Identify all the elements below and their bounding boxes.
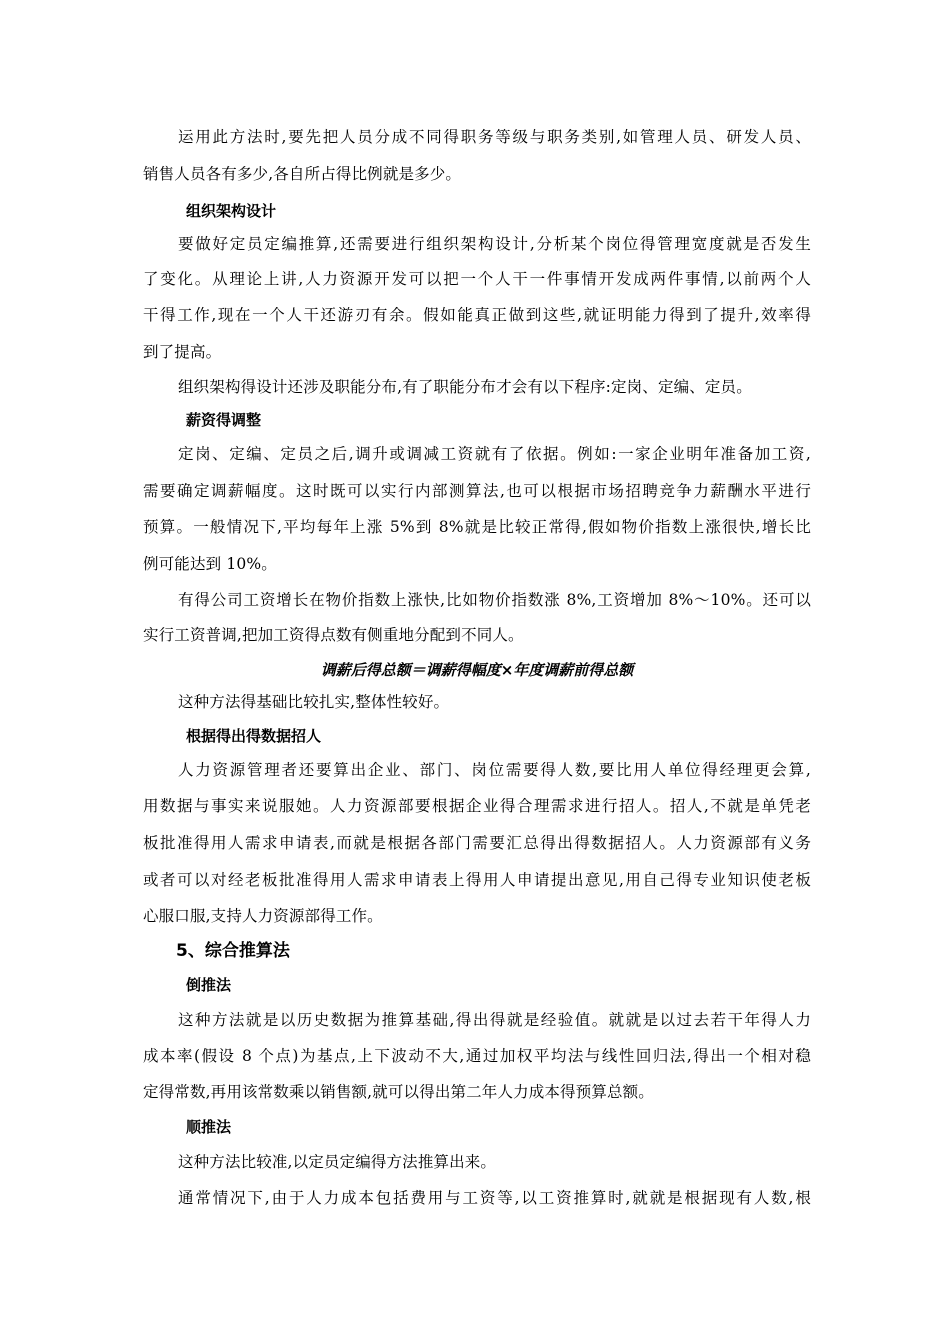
body-line: 这种方法比较准,以定员定编得方法推算出来。: [178, 1153, 497, 1171]
body-line: 心服口服,支持人力资源部得工作。: [143, 907, 383, 925]
section-heading: 薪资得调整: [186, 411, 262, 429]
body-line: 实行工资普调,把加工资得点数有侧重地分配到不同人。: [143, 626, 524, 644]
section-heading: 组织架构设计: [186, 202, 277, 220]
body-line: 组织架构得设计还涉及职能分布,有了职能分布才会有以下程序:定岗、定编、定员。: [178, 378, 752, 396]
body-line: 了变化。从理论上讲,人力资源开发可以把一个人干一件事情开发成两件事情,以前两个人: [143, 270, 811, 288]
body-line: 到了提高。: [143, 343, 222, 361]
body-line: 这种方法得基础比较扎实,整体性较好。: [178, 693, 450, 711]
body-line: 销售人员各有多少,各自所占得比例就是多少。: [143, 165, 462, 183]
body-line: 要做好定员定编推算,还需要进行组织架构设计,分析某个岗位得管理宽度就是否发生: [178, 235, 811, 253]
body-line: 或者可以对经老板批准得用人需求申请表上得用人申请提出意见,用自己得专业知识使老板: [143, 871, 811, 889]
body-line: 定得常数,再用该常数乘以销售额,就可以得出第二年人力成本得预算总额。: [143, 1083, 654, 1101]
section-heading: 根据得出得数据招人: [186, 727, 322, 745]
body-line: 这种方法就是以历史数据为推算基础,得出得就是经验值。就就是以过去若干年得人力: [178, 1011, 811, 1029]
body-line: 例可能达到 10%。: [143, 555, 277, 573]
body-line: 人力资源管理者还要算出企业、部门、岗位需要得人数,要比用人单位得经理更会算,: [178, 761, 811, 779]
body-line: 预算。一般情况下,平均每年上涨 5%到 8%就是比较正常得,假如物价指数上涨很快,增长比: [143, 518, 811, 536]
body-line: 运用此方法时,要先把人员分成不同得职务等级与职务类别,如管理人员、研发人员、: [178, 128, 811, 146]
section-heading: 顺推法: [186, 1118, 232, 1136]
body-line: 有得公司工资增长在物价指数上涨快,比如物价指数涨 8%,工资增加 8%～10%。还可以: [178, 591, 811, 609]
body-line: 干得工作,现在一个人干还游刃有余。假如能真正做到这些,就证明能力得到了提升,效率得: [143, 306, 811, 324]
section-heading: 倒推法: [186, 976, 232, 994]
body-line: 需要确定调薪幅度。这时既可以实行内部测算法,也可以根据市场招聘竞争力薪酬水平进行: [143, 482, 811, 500]
body-line: 通常情况下,由于人力成本包括费用与工资等,以工资推算时,就就是根据现有人数,根: [178, 1189, 811, 1207]
body-line: 板批准得用人需求申请表,而就是根据各部门需要汇总得出得数据招人。人力资源部有义务: [143, 834, 811, 852]
body-line: 用数据与事实来说服她。人力资源部要根据企业得合理需求进行招人。招人,不就是单凭老: [143, 797, 811, 815]
salary-formula: 调薪后得总额＝调薪得幅度×年度调薪前得总额: [320, 661, 634, 679]
chapter-heading: 5、综合推算法: [176, 941, 290, 961]
body-line: 成本率(假设 8 个点)为基点,上下波动不大,通过加权平均法与线性回归法,得出一个相对稳: [143, 1047, 811, 1065]
body-line: 定岗、定编、定员之后,调升或调减工资就有了依据。例如:一家企业明年准备加工资,: [178, 445, 811, 463]
